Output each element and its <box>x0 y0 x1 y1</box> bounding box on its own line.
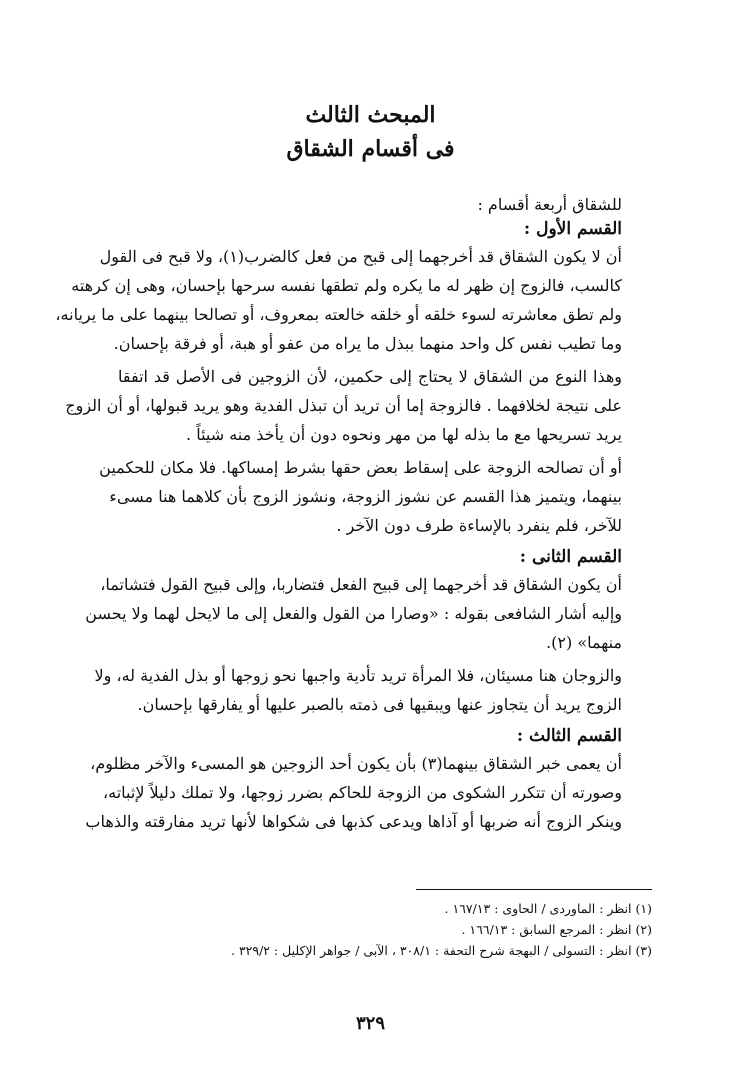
footnote: (٢) انظر : المرجع السابق : ١٦٦/١٣ . <box>461 922 652 937</box>
paragraph <box>85 749 622 836</box>
text-line: للآخر، فلم ينفرد بالإساءة طرف دون الآخر . <box>336 516 622 535</box>
paragraph <box>85 570 622 657</box>
text-line: على نتيجة لخلافهما . فالزوجة إما أن تريد أن تبذل الفدية وهو يريد قبولها، أو أن الزوج <box>65 396 622 415</box>
paragraph <box>99 453 622 540</box>
paragraph <box>55 242 622 358</box>
text-line: وإليه أشار الشافعى بقوله : «وصارا من القول والفعل إلى ما لايحل لهما ولا يحسن <box>85 604 622 623</box>
chapter-titles <box>0 98 741 166</box>
text-line: منهما» (٢). <box>546 633 622 652</box>
footnotes <box>118 898 652 961</box>
chapter-subtitle: فى أقسام الشقاق <box>286 136 455 162</box>
text-line: أن يعمى خبر الشقاق بينهما(٣) بأن يكون أحد الزوجين هو المسىء والآخر مظلوم، <box>90 754 622 773</box>
main-text <box>55 194 622 840</box>
page-number: ٣٢٩ <box>355 1013 385 1034</box>
text-line: أن يكون الشقاق قد أخرجهما إلى قبيح الفعل فتضاربا، وإلى قبيح القول فتشاتما، <box>100 575 622 594</box>
text-line: والزوجان هنا مسيئان، فلا المرأة تريد تأدية واجبها نحو زوجها أو بذل الفدية له، ولا <box>94 666 622 685</box>
section-heading: القسم الأول : <box>523 219 622 239</box>
text-line: بينهما، ويتميز هذا القسم عن نشوز الزوجة، ونشوز الزوج بأن كلاهما هنا مسىء <box>109 487 622 506</box>
paragraph <box>65 362 622 449</box>
footnote: (٣) انظر : التسولى / البهجة شرح التحفة : ٣٠٨/١ ، الآبى / جواهر الإكليل : ٣٢٩/٢ . <box>230 943 652 958</box>
section-heading: القسم الثانى : <box>519 547 622 567</box>
text-line: الزوج يريد أن يتجاوز عنها ويبقيها فى ذمته بالصبر عليها أو يفارقها بإحسان. <box>137 695 622 714</box>
chapter-title: المبحث الثالث <box>305 102 436 128</box>
paragraph <box>94 661 622 719</box>
text-line: وينكر الزوج أنه ضربها أو آذاها ويدعى كذبها فى شكواها لأنها تريد مفارقته والذهاب <box>85 812 622 831</box>
text-line: وصورته أن تتكرر الشكوى من الزوجة للحاكم بضرر زوجها، ولا تملك دليلاً لإثباته، <box>102 783 622 802</box>
intro-line: للشقاق أربعة أقسام : <box>477 195 622 214</box>
text-line: وهذا النوع من الشقاق لا يحتاج إلى حكمين، لأن الزوجين فى الأصل قد اتفقا <box>118 367 622 386</box>
text-line: ولم تطق معاشرته لسوء خلقه أو خلقه خالعته بمعروف، أو تصالحا بينهما على ما يريانه، <box>55 305 622 324</box>
text-line: أو أن تصالحه الزوجة على إسقاط بعض حقها بشرط إمساكها. فلا مكان للحكمين <box>99 458 622 477</box>
text-line: أن لا يكون الشقاق قد أخرجهما إلى قبح من فعل كالضرب(١)، ولا قبح فى القول <box>99 247 622 266</box>
section-heading: القسم الثالث : <box>516 726 622 746</box>
text-line: يريد تسريحها مع ما بذله لها من مهر ونحوه دون أن يأخذ منه شيئاً . <box>186 425 622 444</box>
footnote: (١) انظر : الماوردى / الحاوى : ١٦٧/١٣ . <box>444 901 652 916</box>
footnote-divider <box>416 889 652 890</box>
text-line: كالسب، فالزوج إن ظهر له ما يكره ولم تطقها نفسه سرحها بإحسان، وهى إن كرهته <box>71 276 622 295</box>
text-line: وما تطيب نفس كل واحد منهما ببذل ما يراه من عفو أو هبة، أو فرقة بإحسان. <box>113 334 622 353</box>
